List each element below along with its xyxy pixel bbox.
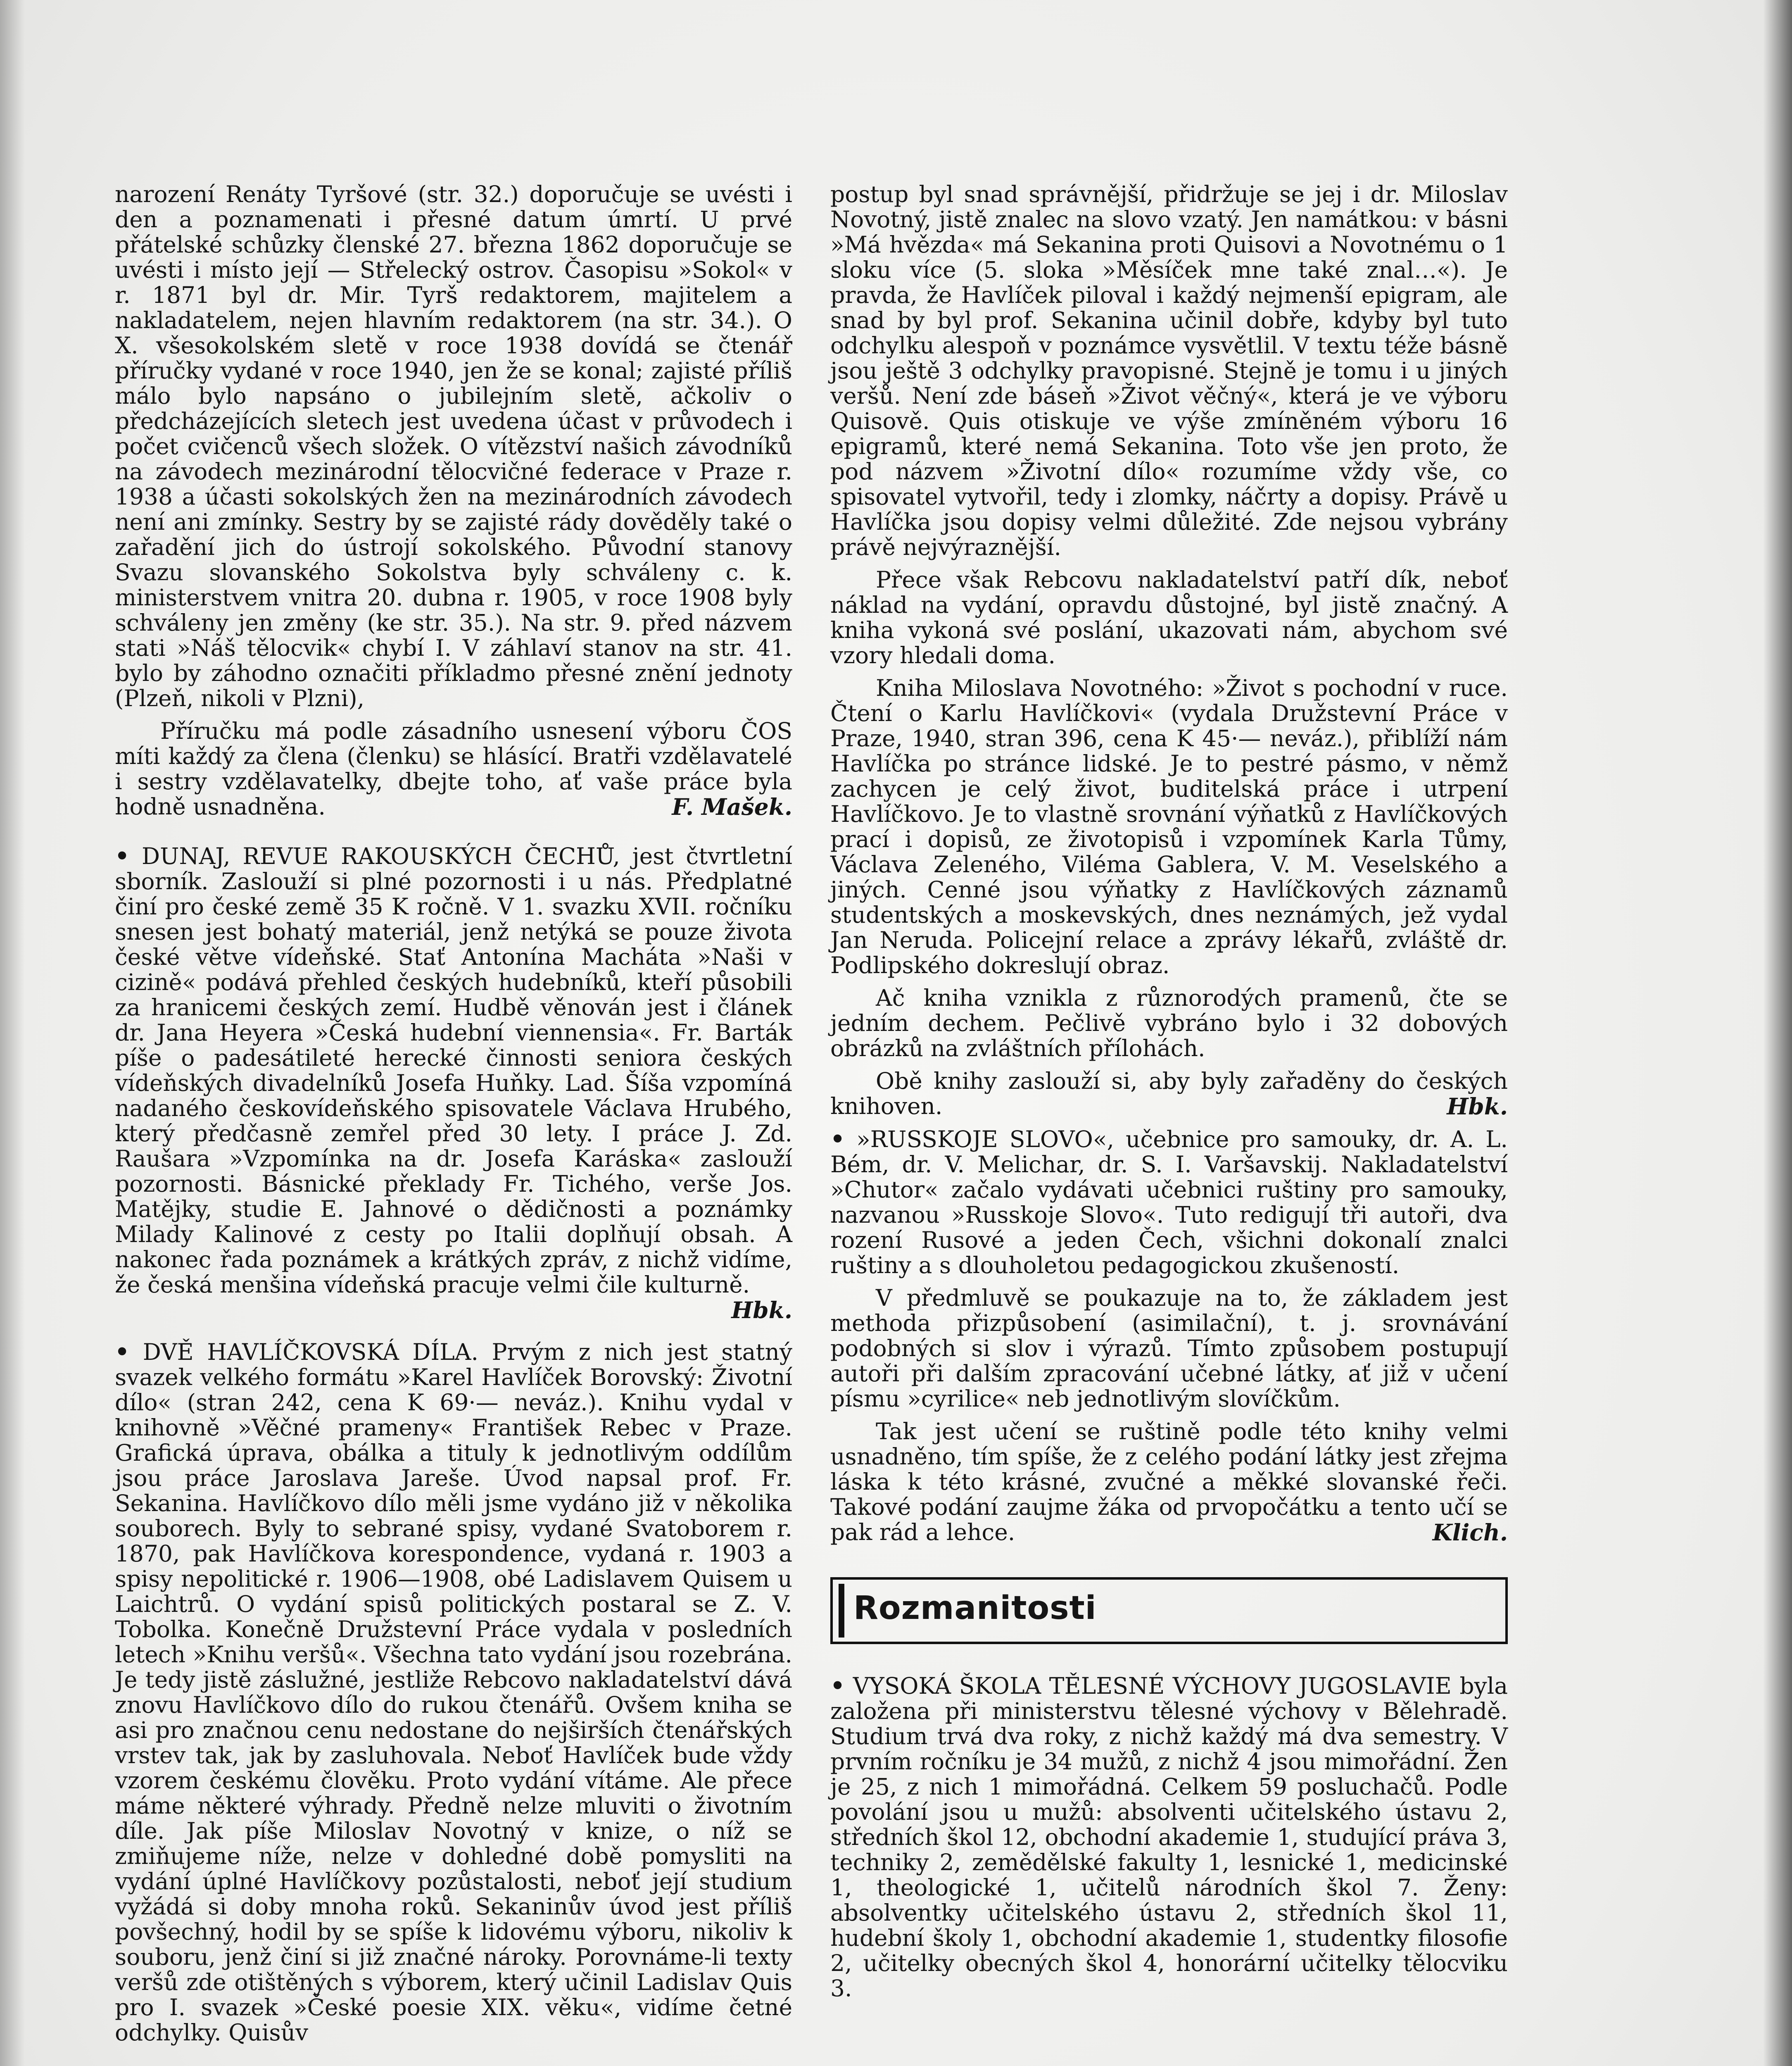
section-heading: Rozmanitosti <box>839 1584 1500 1638</box>
author-signature: Hbk. <box>731 1297 792 1323</box>
article-havlickovska-dila <box>115 1339 792 2045</box>
paragraph-text: DUNAJ, REVUE RAKOUSKÝCH ČECHŮ, jest čtvrtletní sborník. Zaslouží si plné pozornosti i u nás. Předplatné činí pro české země 35 K ročně. V 1. svazku XVII. ročníku snesen jest bohatý materiál, jenž netýká se pouze života české větve vídeňské. Stať Antonína Macháta »Naši v cizině« podává přehled českých hudebníků, kteří působili za hranicemi českých zemí. Hudbě věnován jest i článek dr. Jana Heyera »Česká hudební viennensia«. Fr. Barták píše o padesátileté herecké činnosti seniora českých vídeňských divadelníků Josefa Huňky. Lad. Šíša vzpomíná nadaného českovídeňského spisovatele Václava Hrubého, který předčasně zemřel před 30 lety. I práce J. Zd. Raušara »Vzpomínka na dr. Josefa Karáska« zaslouží pozornosti. Básnické překlady Fr. Tichého, verše Jos. Matějky, studie E. Jahnové o dědičnosti a poznámky Milady Kalinové z cesty po Italii doplňují obsah. A nakonec řada poznámek a krátkých zpráv, z nichž vidíme, že česká menšina vídeňská pracuje velmi čile kulturně. <box>115 843 793 1298</box>
paragraph <box>115 719 792 819</box>
paragraph: Kniha Miloslava Novotného: »Život s pochodní v ruce. Čtení o Karlu Havlíčkovi« (vydala Družstevní Práce v Praze, 1940, stran 396, cena K 45·— neváz.), přiblíží nám Havlíčka po stránce lidské. Je to pestré pásmo, v němž zachycen je celý život, buditelská práce i utrpení Havlíčkovo. Je to vlastně srovnání výňatků z Havlíčkových prací i dopisů, ze životopisů i vzpomínek Karla Tůmy, Václava Zeleného, Viléma Gablera, V. M. Veselského a jiných. Cenné jsou výňatky z Havlíčkových záznamů studentských a moskevských, dnes neznámých, jež vydal Jan Neruda. Policejní relace a zprávy lékařů, zvláště dr. Podlipského dokreslují obraz. <box>830 675 1508 978</box>
article-dunaj <box>115 843 793 1323</box>
author-signature: Hbk. <box>1447 1093 1508 1120</box>
scan-left-shadow <box>0 0 25 2066</box>
paragraph: Přece však Rebcovu nakladatelství patří dík, neboť náklad na vydání, opravdu důstojné, byl jistě značný. A kniha vykoná své poslání, ukazovati nám, abychom své vzory hledali doma. <box>830 566 1508 669</box>
paragraph-text: VYSOKÁ ŠKOLA TĚLESNÉ VÝCHOVY JUGOSLAVIE byla založena při ministerstvu tělesné výchovy v Bělehradě. Studium trvá dva roky, z nichž každý má dva semestry. V prvním ročníku je 34 mužů, z nichž 4 jsou mimořádní. Žen je 25, z nich 1 mimořádná. Celkem 59 posluchačů. Podle povolání jsou u mužů: absolventi učitelského ústavu 2, středních škol 12, obchodní akademie 1, studující práva 3, techniky 2, zemědělské fakulty 1, lesnické 1, medicinské 1, theologické 1, učitelů národních škol 7. Ženy: absolventky učitelského ústavu 2, středních škol 11, hudební školy 1, obchodní akademie 1, studentky filosofie 2, učitelky obecných škol 4, honorární učitelky tělocviku 3. <box>830 1673 1508 2002</box>
bullet-icon: • <box>115 1338 130 1365</box>
paragraph-text: Obě knihy zaslouží si, aby byly zařaděny do českých knihoven. <box>830 1068 1508 1119</box>
paragraph-text: DVĚ HAVLÍČKOVSKÁ DÍLA. Prvým z nich jest statný svazek velkého formátu »Karel Havlíček Borovský: Životní dílo« (stran 242, cena K 69·— neváz.). Knihu vydal v knihovně »Věčné prameny« František Rebec v Praze. Grafická úprava, obálka a tituly k jednotlivým oddílům jsou práce Jaroslava Jareše. Úvod napsal prof. Fr. Sekanina. Havlíčkovo dílo měli jsme vydáno již v několika souborech. Byly to sebrané spisy, vydané Svatoborem r. 1870, pak Havlíčkova korespondence, vydaná r. 1903 a spisy nepolitické r. 1906—1908, obé Ladislavem Quisem u Laichtrů. O vydání spisů politických postaral se Z. V. Tobolka. Konečně Družstevní Práce vydala v posledních letech »Knihu veršů«. Všechna tato vydání jsou rozebrána. Je tedy jistě záslužné, jestliže Rebcovo nakladatelství dává znovu Havlíčkovo dílo do rukou čtenářů. Ovšem kniha se asi pro značnou cenu nedostane do nejširších čtenářských vrstev tak, jak by zasluhovala. Neboť Havlíček bude vždy vzorem českému člověku. Proto vydání vítáme. Ale přece máme některé výhrady. Předně nelze mluviti o životním díle. Jak píše Miloslav Novotný v knize, o níž se zmiňujeme níže, nelze v dohledné době pomysliti na vydání úplné Havlíčkovy pozůstalosti, neboť její studium vyžádá si doby mnoha roků. Sekaninův úvod jest příliš povšechný, hodil by se spíše k lidovému výboru, nikoliv k souboru, jenž činí si již značné nároky. Porovnáme-li texty veršů zde otištěných s výborem, který učinil Ladislav Quis pro I. svazek »České poesie XIX. věku«, vidíme četné odchylky. Quisův <box>115 1339 793 2046</box>
bullet-icon: • <box>830 1126 845 1152</box>
left-column <box>115 182 792 2053</box>
article-russkoje-slovo <box>830 1126 1508 1278</box>
paragraph-text: Tak jest učení se ruštině podle této knihy velmi usnadněno, tím spíše, že z celého podání látky jest zřejma láska k této krásné, zvučné a měkké slovanské řeči. Takové podání zaujme žáka od prvopočátku a tento učí se pak rád a lehce. <box>830 1418 1508 1545</box>
scan-binding-shadow <box>1763 0 1792 2066</box>
bullet-icon: • <box>115 843 130 869</box>
article-vysoka-skola <box>830 1673 1508 2001</box>
paragraph-text: Příručku má podle zásadního usnesení výboru ČOS míti každý za člena (členku) se hlásící. Bratři vzdělavatelé i sestry vzdělavatelky, dbejte toho, ať vaše práce byla hodně usnadněna. <box>115 718 792 820</box>
author-signature: F. Mašek. <box>672 793 792 820</box>
paragraph: narození Renáty Tyršové (str. 32.) doporučuje se uvésti i den a poznamenati i přesné datum úmrtí. U prvé přátelské schůzky členské 27. března 1862 doporučuje se uvésti i místo její — Střelecký ostrov. Časopisu »Sokol« v r. 1871 byl dr. Mir. Tyrš redaktorem, majitelem a nakladatelem, nejen hlavním redaktorem (na str. 34.). O X. všesokolském sletě v roce 1938 dovídá se čtenář příručky vydané v roce 1940, jen že se konal; zajisté příliš málo bylo napsáno o jubilejním sletě, ačkoliv o předcházejících sletech jest uvedena účast v průvodech i počet cvičenců všech složek. O vítězství našich závodníků na závodech mezinárodní tělocvičné federace v Praze r. 1938 a účasti sokolských žen na mezinárodních závodech není ani zmínky. Sestry by se zajisté rády dověděly také o zařadění jich do ústrojí sokolského. Původní stanovy Svazu slovanského Sokolstva byly schváleny c. k. ministerstvem vnitra 20. dubna r. 1905, v roce 1908 byly schváleny jen změny (ke str. 35.). Na str. 9. před názvem stati »Náš tělocvik« chybí I. V záhlaví stanov na str. 41. bylo by záhodno označiti příkladmo přesné znění jednoty (Plzeň, nikoli v Plzni), <box>115 181 792 712</box>
paragraph-text: »RUSSKOJE SLOVO«, učebnice pro samouky, dr. A. L. Bém, dr. V. Melichar, dr. S. I. Varšavskij. Nakladatelství »Chutor« začalo vydávati učebnici ruštiny pro samouky, nazvanou »Russkoje Slovo«. Tuto redigují tři autoři, dva rození Rusové a jeden Čech, všichni dokonalí znalci ruštiny a s dlouholetou pedagogickou zkušeností. <box>830 1126 1508 1278</box>
bullet-icon: • <box>830 1672 845 1699</box>
paragraph <box>830 1069 1508 1119</box>
paragraph: postup byl snad správnější, přidržuje se jej i dr. Miloslav Novotný, jistě znalec na slovo vzatý. Jen namátkou: v básni »Má hvězda« má Sekanina proti Quisovi a Novotnému o 1 sloku více (5. sloka »Měsíček mne také znal…«). Je pravda, že Havlíček piloval i každý nejmenší epigram, ale snad by byl prof. Sekanina učinil dobře, kdyby byl tuto odchylku alespoň v poznámce vysvětlil. V textu téže básně jsou ještě 3 odchylky pravopisné. Stejně je tomu i u jiných veršů. Není zde báseň »Život věčný«, která je ve výboru Quisově. Quis otiskuje ve výše zmíněném výboru 16 epigramů, které nemá Sekanina. Toto vše jen proto, že pod názvem »Životní dílo« rozumíme vždy vše, co spisovatel vytvořil, tedy i zlomky, náčrty a dopisy. Právě u Havlíčka jsou dopisy velmi důležité. Zde nejsou vybrány právě nejvýraznější. <box>830 181 1508 560</box>
right-column <box>830 182 1508 2009</box>
paragraph <box>830 1419 1508 1545</box>
paragraph: V předmluvě se poukazuje na to, že základem jest methoda přizpůsobení (asimilační), t. j. srovnávání podobných si slov i výrazů. Tímto způsobem postupují autoři při dalším zpracování učebné látky, ať již v učení písmu »cyrilice« neb jednotlivým slovíčkům. <box>830 1285 1508 1412</box>
section-heading-box <box>830 1577 1508 1644</box>
author-signature: Klich. <box>1432 1519 1508 1546</box>
paragraph: Ač kniha vznikla z různorodých pramenů, čte se jedním dechem. Pečlivě vybráno bylo i 32 dobových obrázků na zvláštních přílohách. <box>830 985 1508 1062</box>
